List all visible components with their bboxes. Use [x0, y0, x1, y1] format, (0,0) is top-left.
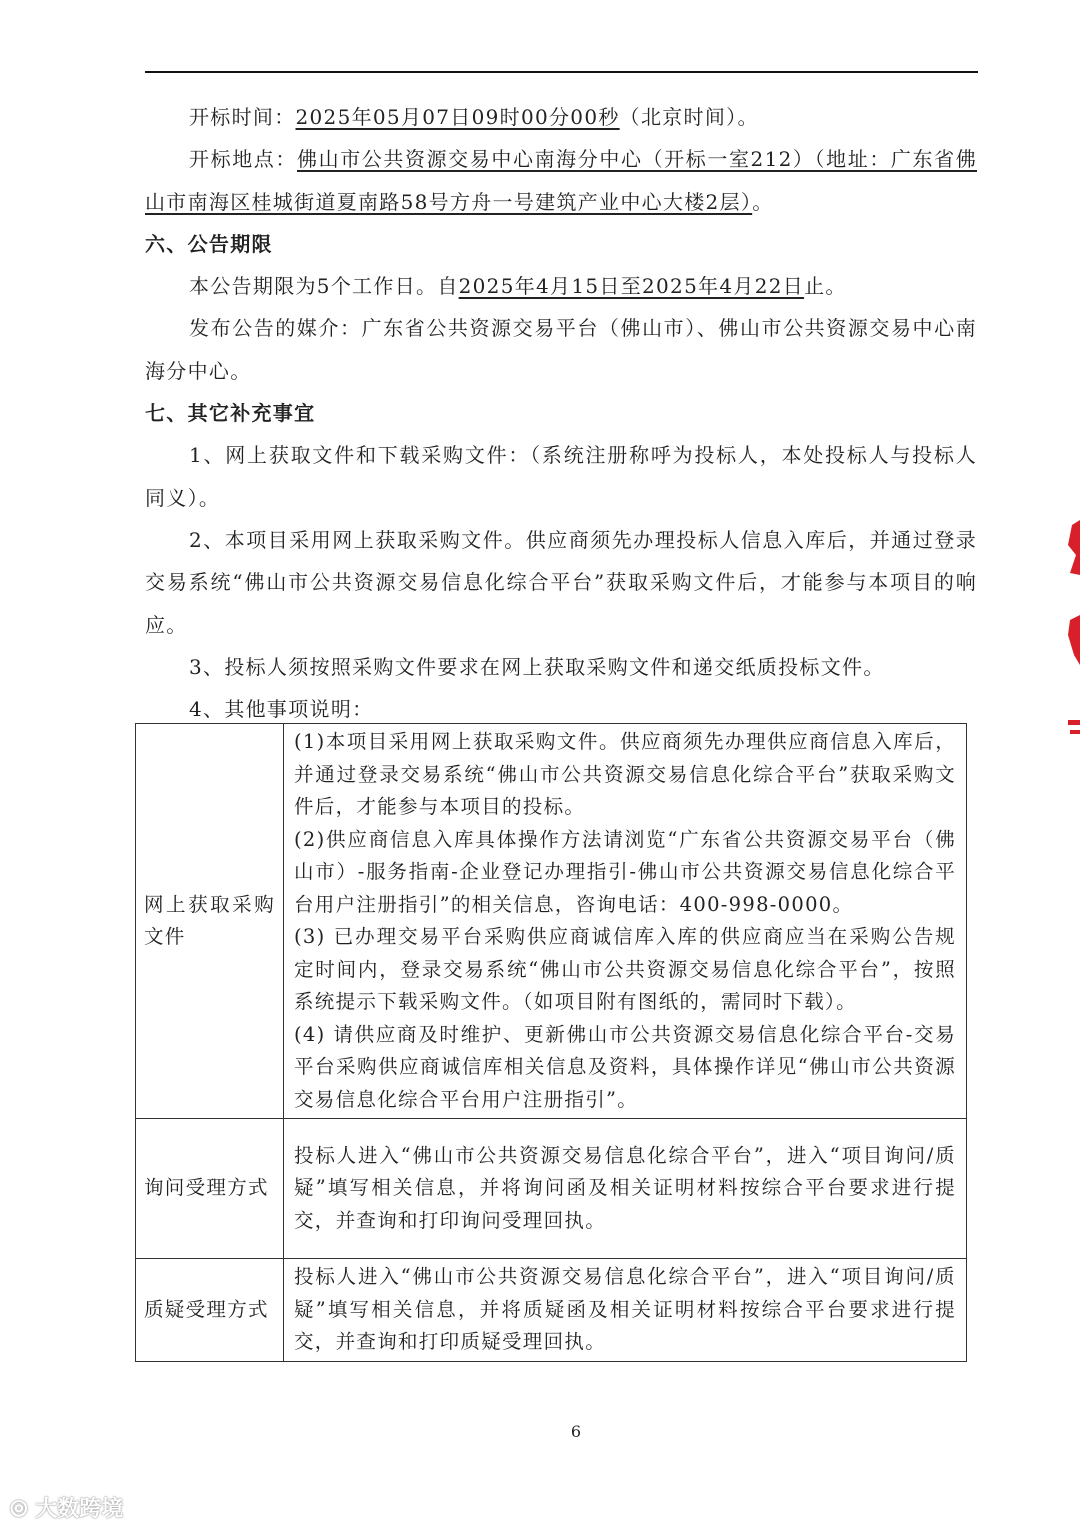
list-item: 3、投标人须按照采购文件要求在网上获取采购文件和递交纸质投标文件。 [189, 654, 885, 679]
suffix: 。 [752, 189, 774, 214]
notice-period [145, 265, 977, 307]
list-item: 2、本项目采用网上获取采购文件。供应商须先办理投标人信息入库后，并通过登录交易系统“佛山市公共资源交易信息化综合平台”获取采购文件后，才能参与本项目的响应。 [145, 527, 977, 637]
row-label: 质疑受理方式 [136, 1259, 284, 1362]
label: 开标地点： [189, 147, 297, 172]
section7-heading: 七、其它补充事宜 [145, 401, 316, 426]
opening-time [145, 96, 977, 138]
list-item: 4、其他事项说明： [189, 697, 374, 722]
opening-time-value: 2025年05月07日09时00分00秒 [295, 105, 620, 129]
content-para: (3) 已办理交易平台采购供应商诚信库入库的供应商应当在采购公告规定时间内，登录交易系统“佛山市公共资源交易信息化综合平台”，按照系统提示下载采购文件。（如项目附有图纸的，需同时下载）。 [294, 925, 956, 1013]
section6-heading: 六、公告期限 [145, 231, 273, 256]
watermark-logo: ⦾ 大数跨境 [10, 1497, 124, 1522]
content-para: (4) 请供应商及时维护、更新佛山市公共资源交易信息化综合平台-交易平台采购供应商诚信库相关信息及资料，具体操作详见“佛山市公共资源交易信息化综合平台用户注册指引”。 [294, 1022, 956, 1111]
suffix: （北京时间）。 [619, 105, 759, 129]
table-row [136, 1259, 967, 1362]
media: 发布公告的媒介：广东省公共资源交易平台（佛山市）、佛山市公共资源交易中心南海分中心。 [145, 316, 977, 383]
label: 开标时间： [189, 105, 296, 129]
row-content [284, 724, 967, 1119]
opening-place [145, 138, 977, 223]
row-content: 投标人进入“佛山市公共资源交易信息化综合平台”，进入“项目询问/质疑”填写相关信息，并将质疑函及相关证明材料按综合平台要求进行提交，并查询和打印质疑受理回执。 [284, 1259, 967, 1362]
document-body [145, 96, 977, 730]
row-label: 询问受理方式 [136, 1119, 284, 1259]
row-content: 投标人进入“佛山市公共资源交易信息化综合平台”，进入“项目询问/质疑”填写相关信息，并将询问函及相关证明材料按综合平台要求进行提交，并查询和打印询问受理回执。 [284, 1119, 967, 1259]
page-number: 6 [570, 1422, 582, 1441]
opening-place-value: 佛山市公共资源交易中心南海分中心（开标一室212）（地址：广东省佛山市南海区桂城街道夏南路58号方舟一号建筑产业中心大楼2层） [145, 147, 978, 214]
header-rule [145, 71, 978, 73]
content-para: (2)供应商信息入库具体操作方法请浏览“广东省公共资源交易平台（佛山市）-服务指南-企业登记办理指引-佛山市公共资源交易信息化综合平台用户注册指引”的相关信息，咨询电话：400-998-0000。 [294, 827, 956, 916]
info-table [135, 723, 967, 1362]
content-para: (1)本项目采用网上获取采购文件。供应商须先办理供应商信息入库后，并通过登录交易系统“佛山市公共资源交易信息化综合平台”获取采购文件后，才能参与本项目的投标。 [294, 730, 956, 818]
period-value: 2025年4月15日至2025年4月22日 [458, 274, 805, 299]
list-item: 1、网上获取文件和下载采购文件：（系统注册称呼为投标人，本处投标人与投标人同义）。 [145, 443, 977, 510]
row-label: 网上获取采购文件 [136, 724, 284, 1119]
text: 止。 [804, 274, 847, 299]
red-seal-fragment [1050, 515, 1080, 755]
table-row [136, 1119, 967, 1259]
text: 本公告期限为5个工作日。自 [189, 274, 459, 299]
table-row [136, 724, 967, 1119]
